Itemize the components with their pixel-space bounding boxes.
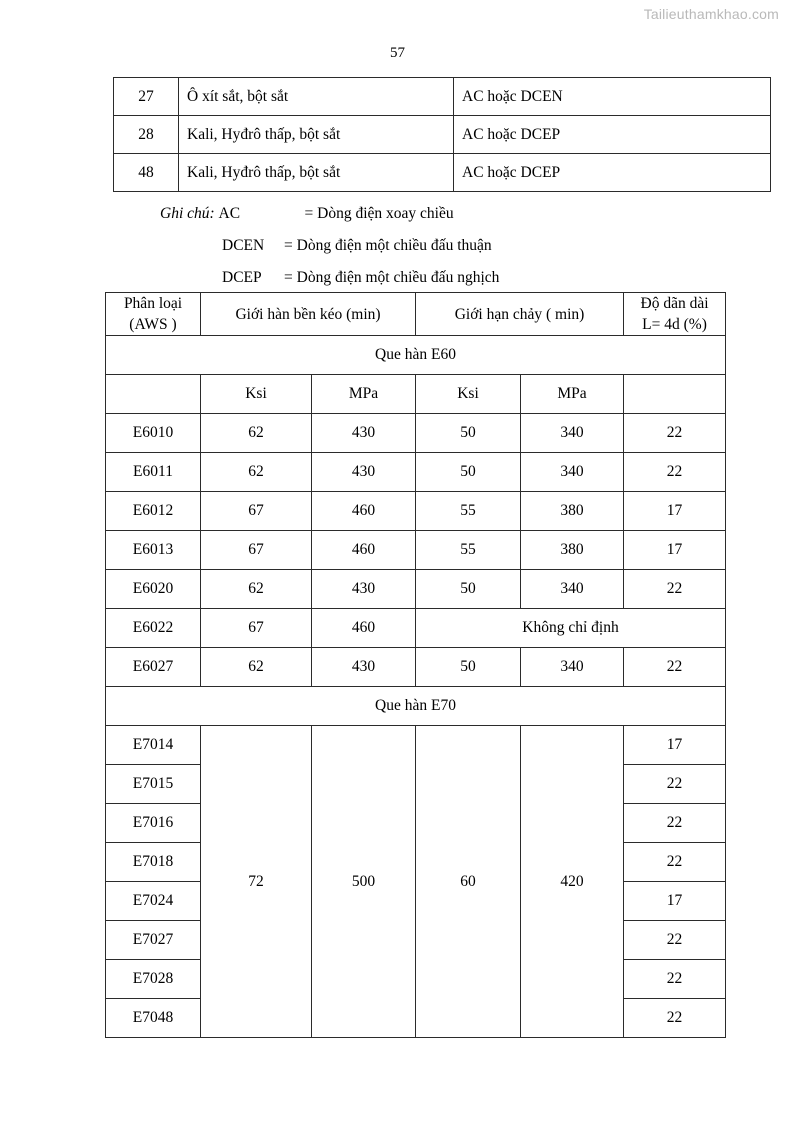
elongation-cell: 22 (624, 921, 726, 960)
table-row (106, 414, 726, 453)
classification-cell: E6027 (106, 648, 201, 687)
tensile-ksi-cell: 62 (201, 414, 312, 453)
elongation-cell: 17 (624, 492, 726, 531)
electrode-coating-cell: Kali, Hyđrô thấp, bột sắt (179, 116, 454, 154)
electrode-strength-table-wrapper (105, 292, 725, 1038)
elongation-cell: 22 (624, 765, 726, 804)
note-line-ac (160, 198, 499, 230)
note-eq-ac: = (304, 205, 314, 222)
unit-tensile-ksi: Ksi (201, 375, 312, 414)
note-eq-dcen: = (284, 237, 293, 254)
tensile-ksi-cell: 62 (201, 453, 312, 492)
electrode-current-table-wrapper (113, 77, 719, 192)
electrode-number-cell: 27 (114, 78, 179, 116)
section-title-e70: Que hàn E70 (106, 687, 726, 726)
section-header-row-e60 (106, 336, 726, 375)
yield-ksi-cell: 55 (416, 531, 521, 570)
note-block (160, 198, 499, 294)
tensile-mpa-cell: 430 (312, 570, 416, 609)
note-key-dcep: DCEP (222, 269, 262, 286)
yield-ksi-cell: 50 (416, 453, 521, 492)
page-number: 57 (390, 45, 405, 61)
yield-mpa-shared-cell: 420 (521, 726, 624, 1038)
unit-yield-mpa: MPa (521, 375, 624, 414)
yield-ksi-shared-cell: 60 (416, 726, 521, 1038)
classification-cell: E7048 (106, 999, 201, 1038)
tensile-mpa-shared-cell: 500 (312, 726, 416, 1038)
tensile-mpa-cell: 460 (312, 492, 416, 531)
unit-blank-right (624, 375, 726, 414)
unit-yield-ksi: Ksi (416, 375, 521, 414)
header-tensile-strength: Giới hàn bền kéo (min) (201, 293, 416, 336)
tensile-mpa-cell: 430 (312, 648, 416, 687)
elongation-cell: 17 (624, 726, 726, 765)
classification-cell: E6013 (106, 531, 201, 570)
classification-cell: E6011 (106, 453, 201, 492)
note-text-dcen: Dòng điện một chiều đấu thuận (296, 237, 492, 254)
note-text-dcep: Dòng điện một chiều đấu nghịch (296, 269, 500, 286)
tensile-mpa-cell: 460 (312, 531, 416, 570)
note-text-ac: Dòng điện xoay chiều (317, 205, 454, 222)
table-row (106, 570, 726, 609)
table-header-row (106, 293, 726, 336)
header-elongation (624, 293, 726, 336)
electrode-strength-table (105, 292, 726, 1038)
yield-mpa-cell: 340 (521, 453, 624, 492)
elongation-cell: 22 (624, 648, 726, 687)
note-line-dcep (160, 262, 499, 294)
elongation-cell: 22 (624, 570, 726, 609)
electrode-current-table (113, 77, 771, 192)
unit-tensile-mpa: MPa (312, 375, 416, 414)
classification-cell: E6012 (106, 492, 201, 531)
table-row (106, 648, 726, 687)
classification-cell: E6010 (106, 414, 201, 453)
classification-cell: E7028 (106, 960, 201, 999)
tensile-ksi-cell: 67 (201, 609, 312, 648)
yield-ksi-cell: 50 (416, 414, 521, 453)
elongation-cell: 22 (624, 999, 726, 1038)
table-row (106, 453, 726, 492)
tensile-mpa-cell: 430 (312, 453, 416, 492)
elongation-cell: 22 (624, 453, 726, 492)
classification-cell: E6020 (106, 570, 201, 609)
unit-blank-left (106, 375, 201, 414)
elongation-cell: 17 (624, 882, 726, 921)
electrode-current-cell: AC hoặc DCEP (454, 154, 771, 192)
classification-cell: E7014 (106, 726, 201, 765)
yield-mpa-cell: 380 (521, 492, 624, 531)
yield-mpa-cell: 340 (521, 570, 624, 609)
tensile-ksi-cell: 67 (201, 492, 312, 531)
yield-mpa-cell: 340 (521, 648, 624, 687)
elongation-cell: 22 (624, 804, 726, 843)
section-title-e60: Que hàn E60 (106, 336, 726, 375)
tensile-ksi-cell: 62 (201, 570, 312, 609)
electrode-coating-cell: Kali, Hyđrô thấp, bột sắt (179, 154, 454, 192)
classification-cell: E7016 (106, 804, 201, 843)
elongation-cell: 22 (624, 414, 726, 453)
electrode-number-cell: 48 (114, 154, 179, 192)
note-key-ac: AC (218, 205, 241, 222)
section-header-row-e70 (106, 687, 726, 726)
tensile-mpa-cell: 430 (312, 414, 416, 453)
tensile-mpa-cell: 460 (312, 609, 416, 648)
electrode-number-cell: 28 (114, 116, 179, 154)
classification-cell: E7024 (106, 882, 201, 921)
table-row (114, 116, 771, 154)
electrode-coating-cell: Ô xít sắt, bột sắt (179, 78, 454, 116)
header-elongation-line2: L= 4d (%) (642, 316, 707, 333)
note-eq-dcep: = (284, 269, 293, 286)
table-row (106, 609, 726, 648)
table-row (106, 726, 726, 765)
header-elongation-line1: Độ dãn dài (640, 295, 709, 312)
electrode-current-cell: AC hoặc DCEN (454, 78, 771, 116)
table-row (114, 78, 771, 116)
tensile-ksi-cell: 67 (201, 531, 312, 570)
table-row (106, 492, 726, 531)
yield-ksi-cell: 50 (416, 648, 521, 687)
header-classification-line1: Phân loại (123, 295, 183, 312)
yield-ksi-cell: 50 (416, 570, 521, 609)
tensile-ksi-shared-cell: 72 (201, 726, 312, 1038)
electrode-current-cell: AC hoặc DCEP (454, 116, 771, 154)
unit-header-row (106, 375, 726, 414)
table-row (114, 154, 771, 192)
elongation-cell: 17 (624, 531, 726, 570)
yield-ksi-cell: 55 (416, 492, 521, 531)
classification-cell: E7027 (106, 921, 201, 960)
tensile-ksi-cell: 62 (201, 648, 312, 687)
header-yield-strength: Giới hạn chảy ( min) (416, 293, 624, 336)
yield-mpa-cell: 340 (521, 414, 624, 453)
note-line-dcen (160, 230, 499, 262)
note-label: Ghi chú: (160, 205, 215, 222)
watermark-text: Tailieuthamkhao.com (643, 6, 779, 22)
yield-mpa-cell: 380 (521, 531, 624, 570)
not-specified-cell: Không chỉ định (416, 609, 726, 648)
classification-cell: E7015 (106, 765, 201, 804)
header-classification (106, 293, 201, 336)
classification-cell: E6022 (106, 609, 201, 648)
header-classification-line2: (AWS ) (129, 316, 177, 333)
elongation-cell: 22 (624, 843, 726, 882)
classification-cell: E7018 (106, 843, 201, 882)
elongation-cell: 22 (624, 960, 726, 999)
table-row (106, 531, 726, 570)
note-key-dcen: DCEN (222, 237, 265, 254)
